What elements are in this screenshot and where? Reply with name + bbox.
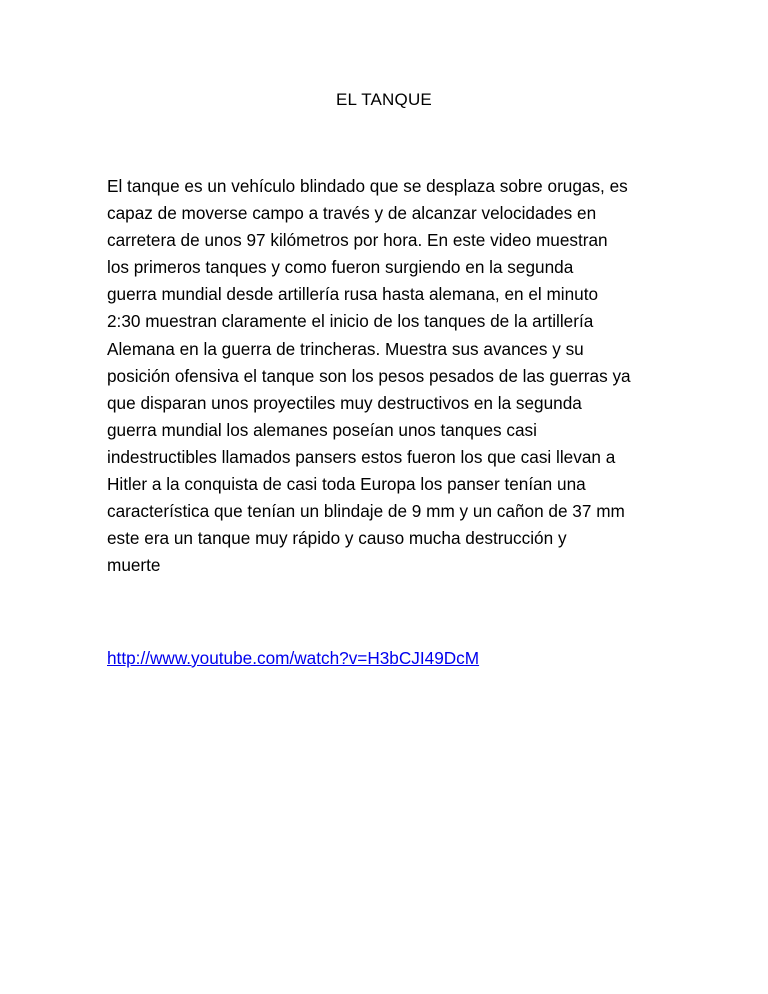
paragraph-line: indestructibles llamados pansers estos fueron los que casi llevan a <box>107 446 616 467</box>
document-title: EL TANQUE <box>336 90 432 109</box>
paragraph-line: los primeros tanques y como fueron surgiendo en la segunda <box>107 257 574 278</box>
youtube-video-link[interactable]: http://www.youtube.com/watch?v=H3bCJI49DcM <box>107 648 480 668</box>
paragraph-line: guerra mundial desde artillería rusa hasta alemana, en el minuto <box>107 284 599 305</box>
paragraph-line: capaz de moverse campo a través y de alcanzar velocidades en <box>107 203 597 224</box>
paragraph-line: guerra mundial los alemanes poseían unos tanques casi <box>107 419 537 440</box>
paragraph-line: muerte <box>107 555 161 576</box>
paragraph-line: Hitler a la conquista de casi toda Europa los panser tenían una <box>107 474 586 495</box>
paragraph-line: característica que tenían un blindaje de 9 mm y un cañon de 37 mm <box>107 501 625 522</box>
paragraph-line: este era un tanque muy rápido y causo mucha destrucción y <box>107 528 567 549</box>
paragraph-line: 2:30 muestran claramente el inicio de los tanques de la artillería <box>107 311 594 332</box>
paragraph-line: posición ofensiva el tanque son los pesos pesados de las guerras ya <box>107 365 631 386</box>
paragraph-line: Alemana en la guerra de trincheras. Muestra sus avances y su <box>107 338 584 359</box>
body-paragraph <box>107 173 631 579</box>
paragraph-line: El tanque es un vehículo blindado que se desplaza sobre orugas, es <box>107 176 628 196</box>
paragraph-line: carretera de unos 97 kilómetros por hora. En este video muestran <box>107 230 608 251</box>
paragraph-line: que disparan unos proyectiles muy destructivos en la segunda <box>107 392 582 413</box>
